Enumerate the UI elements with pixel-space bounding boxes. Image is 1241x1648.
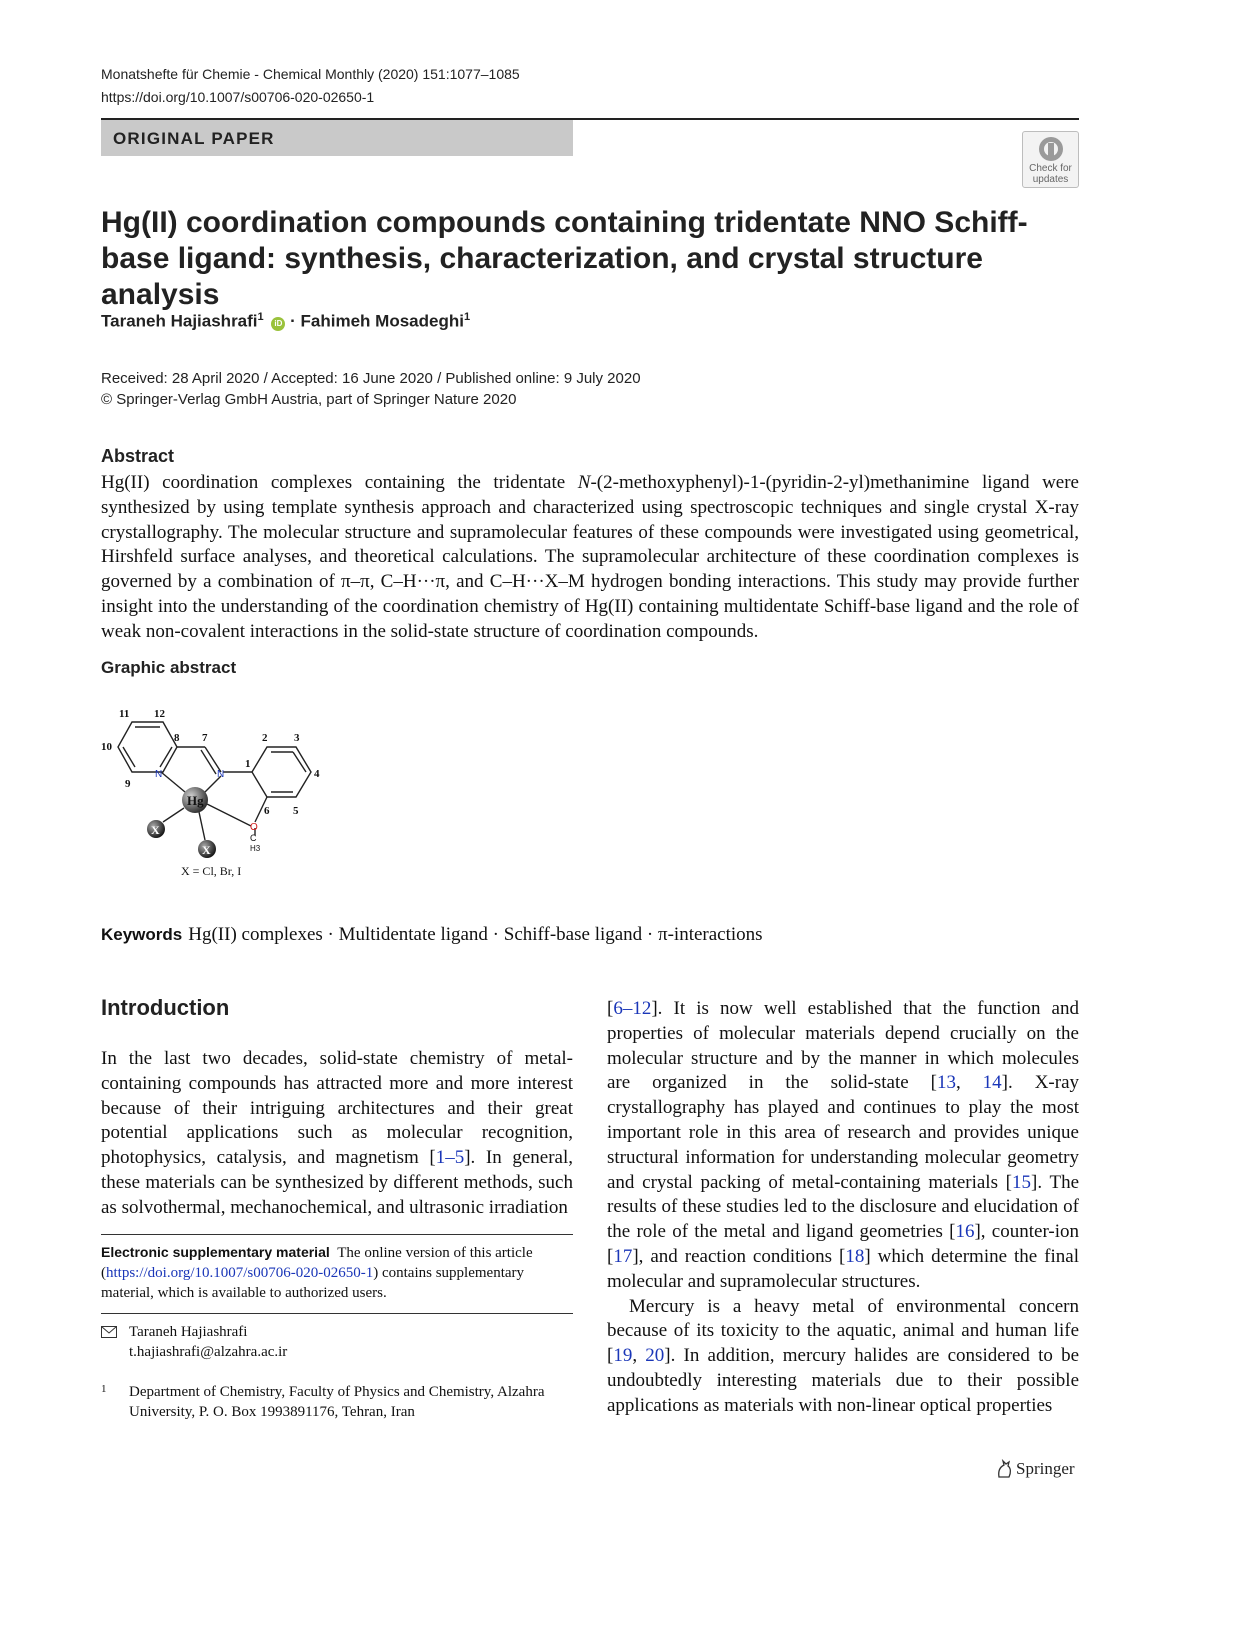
citation-link[interactable]: 16 <box>955 1221 975 1243</box>
check-updates-icon <box>1037 135 1065 163</box>
graphic-caption: X = Cl, Br, I <box>181 864 242 878</box>
atom-label: X <box>151 823 160 837</box>
keywords-text: Hg(II) complexes · Multidentate ligand · Schiff-base ligand · π-interactions <box>188 924 763 945</box>
atom-number: 5 <box>293 805 299 817</box>
citation-link[interactable]: 20 <box>645 1345 665 1367</box>
affiliation-text: Department of Chemistry, Faculty of Physics and Chemistry, Alzahra University, P. O. Box 1993891176, Tehran, Iran <box>129 1384 545 1420</box>
footnote-divider <box>101 1313 573 1314</box>
abstract-heading: Abstract <box>101 446 175 466</box>
atom-number: 8 <box>174 732 180 744</box>
author-name[interactable]: Fahimeh Mosadeghi <box>300 311 464 331</box>
author-name[interactable]: Taraneh Hajiashrafi <box>101 311 258 331</box>
atom-label: N <box>217 769 225 780</box>
supplementary-material-note: Electronic supplementary material The online version of this article (https://doi.org/10.1007/s00706-020-02650-1) contains supplementary material, which is available to authorized users. <box>101 1244 533 1301</box>
graphic-abstract-structure <box>95 700 335 885</box>
atom-label: C <box>250 833 257 843</box>
atom-label: Hg <box>187 793 204 808</box>
journal-citation: Monatshefte für Chemie - Chemical Monthly (2020) 151:1077–1085 <box>101 66 520 82</box>
atom-number: 12 <box>154 708 165 720</box>
citation-link[interactable]: 15 <box>1012 1171 1032 1193</box>
author-affiliation-mark: 1 <box>463 311 471 323</box>
keywords-line <box>101 924 763 946</box>
atom-number: 1 <box>245 758 251 770</box>
introduction-right-column <box>607 997 1079 1419</box>
springer-horse-icon <box>995 1458 1013 1478</box>
publication-dates: Received: 28 April 2020 / Accepted: 16 June 2020 / Published online: 9 July 2020 <box>101 370 641 387</box>
orcid-icon[interactable]: iD <box>271 317 285 331</box>
footnote-divider <box>101 1234 573 1235</box>
author-affiliation-mark: 1 <box>257 311 264 323</box>
check-updates-text: Check for updates <box>1029 163 1072 185</box>
contact-name: Taraneh Hajiashrafi <box>129 1324 248 1340</box>
envelope-icon <box>101 1326 117 1338</box>
keywords-label: Keywords <box>101 925 183 944</box>
atom-number: 7 <box>202 732 208 744</box>
atom-label: N <box>155 769 163 780</box>
citation-link[interactable]: 18 <box>845 1245 865 1267</box>
atom-label: X <box>202 843 211 857</box>
copyright-line: © Springer-Verlag GmbH Austria, part of Springer Nature 2020 <box>101 391 517 408</box>
introduction-paragraph: [6–12]. It is now well established that the function and properties of molecular materials depend crucially on the molecular structure and by the manner in which molecules are organized in the solid-state [13, 14]. X-ray crystallography has played and continues to play the most important role in this area of research and provides unique structural information for understanding molecular geometry and crystal packing of metal-containing materials [15]. The results of these studies led to the disclosure and elucidation of the role of the metal and ligand geometries [16], counter-ion [17], and reaction conditions [18] which determine the final molecular and supramolecular structures. <box>607 998 1080 1292</box>
affiliation-number: 1 <box>101 1383 107 1395</box>
check-for-updates-badge[interactable] <box>1022 131 1079 188</box>
atom-number: 11 <box>119 708 130 720</box>
journal-doi[interactable]: https://doi.org/10.1007/s00706-020-02650-1 <box>101 89 375 105</box>
paper-type-label: ORIGINAL PAPER <box>101 120 573 156</box>
atom-number: 4 <box>314 768 320 780</box>
citation-link[interactable]: 6–12 <box>613 998 652 1019</box>
citation-link[interactable]: 19 <box>613 1345 633 1367</box>
atom-label: H3 <box>250 844 261 853</box>
citation-link[interactable]: 14 <box>982 1072 1002 1094</box>
atom-number: 3 <box>294 732 300 744</box>
atom-number: 9 <box>125 778 131 790</box>
introduction-heading: Introduction <box>101 995 230 1020</box>
citation-link[interactable]: 17 <box>613 1245 633 1267</box>
atom-label: O <box>250 822 258 833</box>
citation-link[interactable]: 1–5 <box>435 1147 465 1169</box>
abstract-text: Hg(II) coordination complexes containing the tridentate N-(2-methoxyphenyl)-1-(pyridin-2-yl)methanimine ligand were synthesized by using template synthesis approach and characterized using spectroscopic techniques and single crystal X-ray crystallography. The molecular structure and supramolecular features of these compounds were investigated using geometrical, Hirshfeld surface analyses, and theoretical calculations. The supramolecular architecture of these coordination complexes is governed by a combination of π–π, C–H···π, and C–H···X–M hydrogen bonding interactions. This study may provide further insight into the understanding of the coordination chemistry of Hg(II) containing multidentate Schiff-base ligand and the role of weak non-covalent interactions in the solid-state structure of coordination compounds. <box>101 472 1079 642</box>
publisher-logo <box>995 1458 1075 1479</box>
contact-email[interactable]: t.hajiashrafi@alzahra.ac.ir <box>129 1344 288 1360</box>
author-separator: · <box>290 311 296 331</box>
supplementary-link[interactable]: https://doi.org/10.1007/s00706-020-02650-1 <box>106 1265 374 1281</box>
author-list <box>101 311 470 332</box>
citation-link[interactable]: 13 <box>936 1072 956 1094</box>
introduction-paragraph: Mercury is a heavy metal of environmental concern because of its toxicity to the aquatic, animal and human life [19, 20]. In addition, mercury halides are considered to be undoubtedly interesting materials due to their possible applications as materials with non-linear optical properties <box>607 1295 1079 1416</box>
publisher-name: Springer <box>1016 1459 1075 1478</box>
introduction-paragraph: In the last two decades, solid-state chemistry of metal-containing compounds has attracted more and more interest because of their intriguing architectures and their great potential applications such as molecular recognition, photophysics, catalysis, and magnetism [1–5]. In general, these materials can be synthesized by different methods, such as solvothermal, mechanochemical, and ultrasonic irradiation <box>101 1048 573 1218</box>
atom-number: 10 <box>101 741 112 753</box>
atom-number: 2 <box>262 732 268 744</box>
graphic-abstract-heading: Graphic abstract <box>101 658 237 677</box>
atom-number: 6 <box>264 805 270 817</box>
paper-title: Hg(II) coordination compounds containing tridentate NNO Schiff-base ligand: synthesis, characterization, and crystal structure analysis <box>101 206 1028 311</box>
